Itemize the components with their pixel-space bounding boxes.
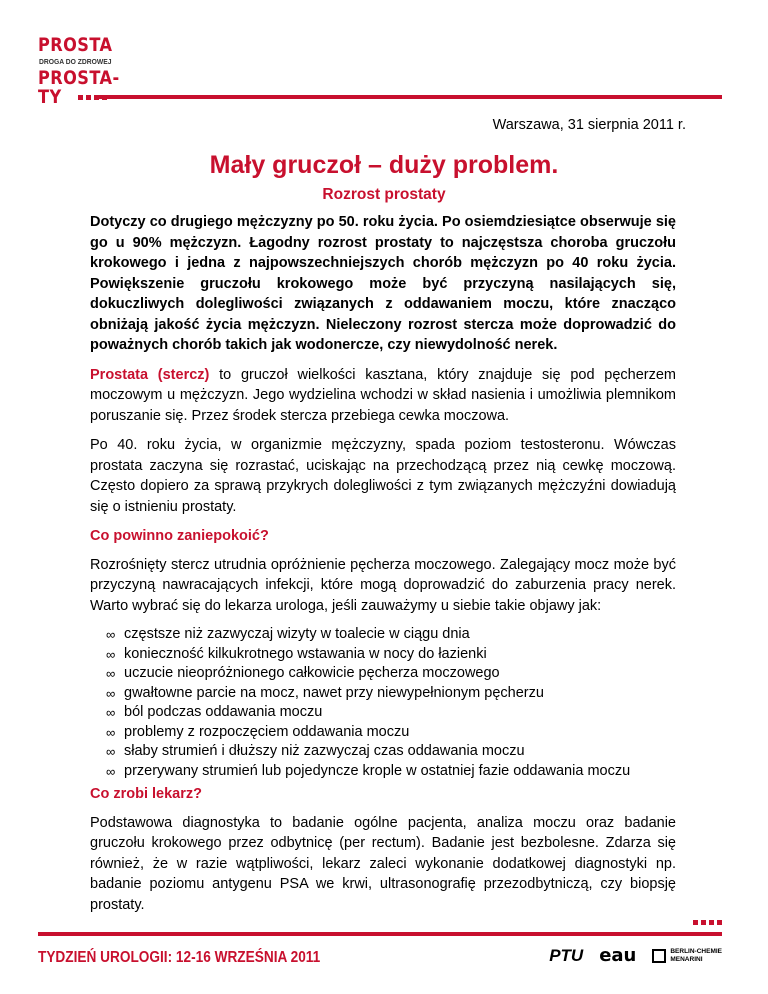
logo-line1: PROSTA <box>38 34 113 56</box>
list-item: ∞ problemy z rozpoczęciem oddawania moczu <box>110 723 676 743</box>
list-item: ∞ ból podczas oddawania moczu <box>110 703 676 723</box>
symptoms-list <box>90 625 676 781</box>
list-item: ∞ przerywany strumień lub pojedyncze krople w ostatniej fazie oddawania moczu <box>110 762 676 782</box>
eau-logo: eau <box>599 945 637 966</box>
symptoms-intro-paragraph: Rozrośnięty stercz utrudnia opróżnienie pęcherza moczowego. Zalegający mocz może być przyczyną nawracających infekcji, które mogą doprowadzić do zaburzenia pracy nerek. Warto wybrać się do lekarza urologa, jeśli zauważymy u siebie takie objawy jak: <box>90 556 676 614</box>
menarini-name: MENARINI <box>670 955 703 963</box>
intro-paragraph: Dotyczy co drugiego mężczyzny po 50. roku życia. Po osiemdziesiątce obserwuje się go u 90% mężczyzn. Łagodny rozrost prostaty to najczęstsza choroba gruczołu krokowego i jedna z najpowszechniejszych chorób mężczyzn po 40 roku życia. Powiększenie gruczołu krokowego może być przyczyną nasilających się, dokuczliwych dolegliwości związanych z oddawaniem moczu, które znacząco obniżają jakość życia mężczyzn. Nieleczony rozrost stercza może doprowadzić do poważnych chorób takich jak wodonercze, czy niewydolność nerek. <box>90 214 676 353</box>
logo-tagline: DROGA DO ZDROWEJ <box>39 57 112 66</box>
page-subtitle: Rozrost prostaty <box>322 186 446 203</box>
berlin-chemie-logo <box>652 948 722 964</box>
berlin-chemie-icon <box>652 949 666 963</box>
list-item: ∞ uczucie nieopróżnionego całkowicie pęcherza moczowego <box>110 664 676 684</box>
logo-line3: TY <box>38 85 62 108</box>
article-body <box>90 212 676 924</box>
prostate-definition-text: to gruczoł wielkości kasztana, który znajduje się pod pęcherzem moczowym u mężczyzn. Jego wydzielina wchodzi w skład nasienia i umożliwia plemnikom poruszanie się. Przez środek stercza przebiega cewka moczowa. <box>90 366 677 424</box>
page-title: Mały gruczoł – duży problem. <box>209 151 559 179</box>
ptu-logo: PTU <box>549 945 584 965</box>
diagnostics-paragraph: Podstawowa diagnostyka to badanie ogólne pacjenta, analiza moczu oraz badanie gruczołu krokowego przez odbytnicę (per rectum). Badanie jest bezbolesne. Zdarza się również, że w razie wątpliwości, lekarz zaleci wykonanie dodatkowej diagnostyki np. badanie poziomu antygenu PSA we krwi, ultrasonografię przezodbytniczą, czy biopsję prostaty. <box>90 814 676 913</box>
event-text: TYDZIEŃ UROLOGII: 12-16 WRZEŚNIA 2011 <box>38 949 321 966</box>
list-item: ∞ konieczność kilkukrotnego wstawania w nocy do łazienki <box>110 645 676 665</box>
footer-rule <box>38 932 722 936</box>
list-item: ∞ częstsze niż zazwyczaj wizyty w toalecie w ciągu dnia <box>110 625 676 645</box>
berlin-chemie-name: BERLIN-CHEMIE <box>670 947 722 955</box>
prostate-definition-paragraph <box>90 365 676 427</box>
header-rule <box>97 95 722 99</box>
list-item: ∞ słaby strumień i dłuższy niż zazwyczaj czas oddawania moczu <box>110 742 676 762</box>
footer-dots <box>693 920 722 925</box>
event-banner <box>38 949 320 967</box>
section-heading-doctor: Co zrobi lekarz? <box>90 786 202 802</box>
logo-line2: PROSTA- <box>38 66 120 89</box>
list-item: ∞ gwałtowne parcie na mocz, nawet przy niewypełnionym pęcherzu <box>110 684 676 704</box>
testosterone-paragraph: Po 40. roku życia, w organizmie mężczyzny, spada poziom testosteronu. Wówczas prostata zaczyna się rozrastać, uciskając na przechodzącą przez nią cewkę moczową. Często dopiero za sprawą przykrych dolegliwości z tym związanych mężczyźni dowiadują się o istnieniu prostaty. <box>90 437 676 515</box>
document-date: Warszawa, 31 sierpnia 2011 r. <box>492 117 686 133</box>
section-heading-symptoms: Co powinno zaniepokoić? <box>90 528 269 544</box>
partner-logos <box>549 945 722 966</box>
prostate-term: Prostata (stercz) <box>90 366 210 383</box>
